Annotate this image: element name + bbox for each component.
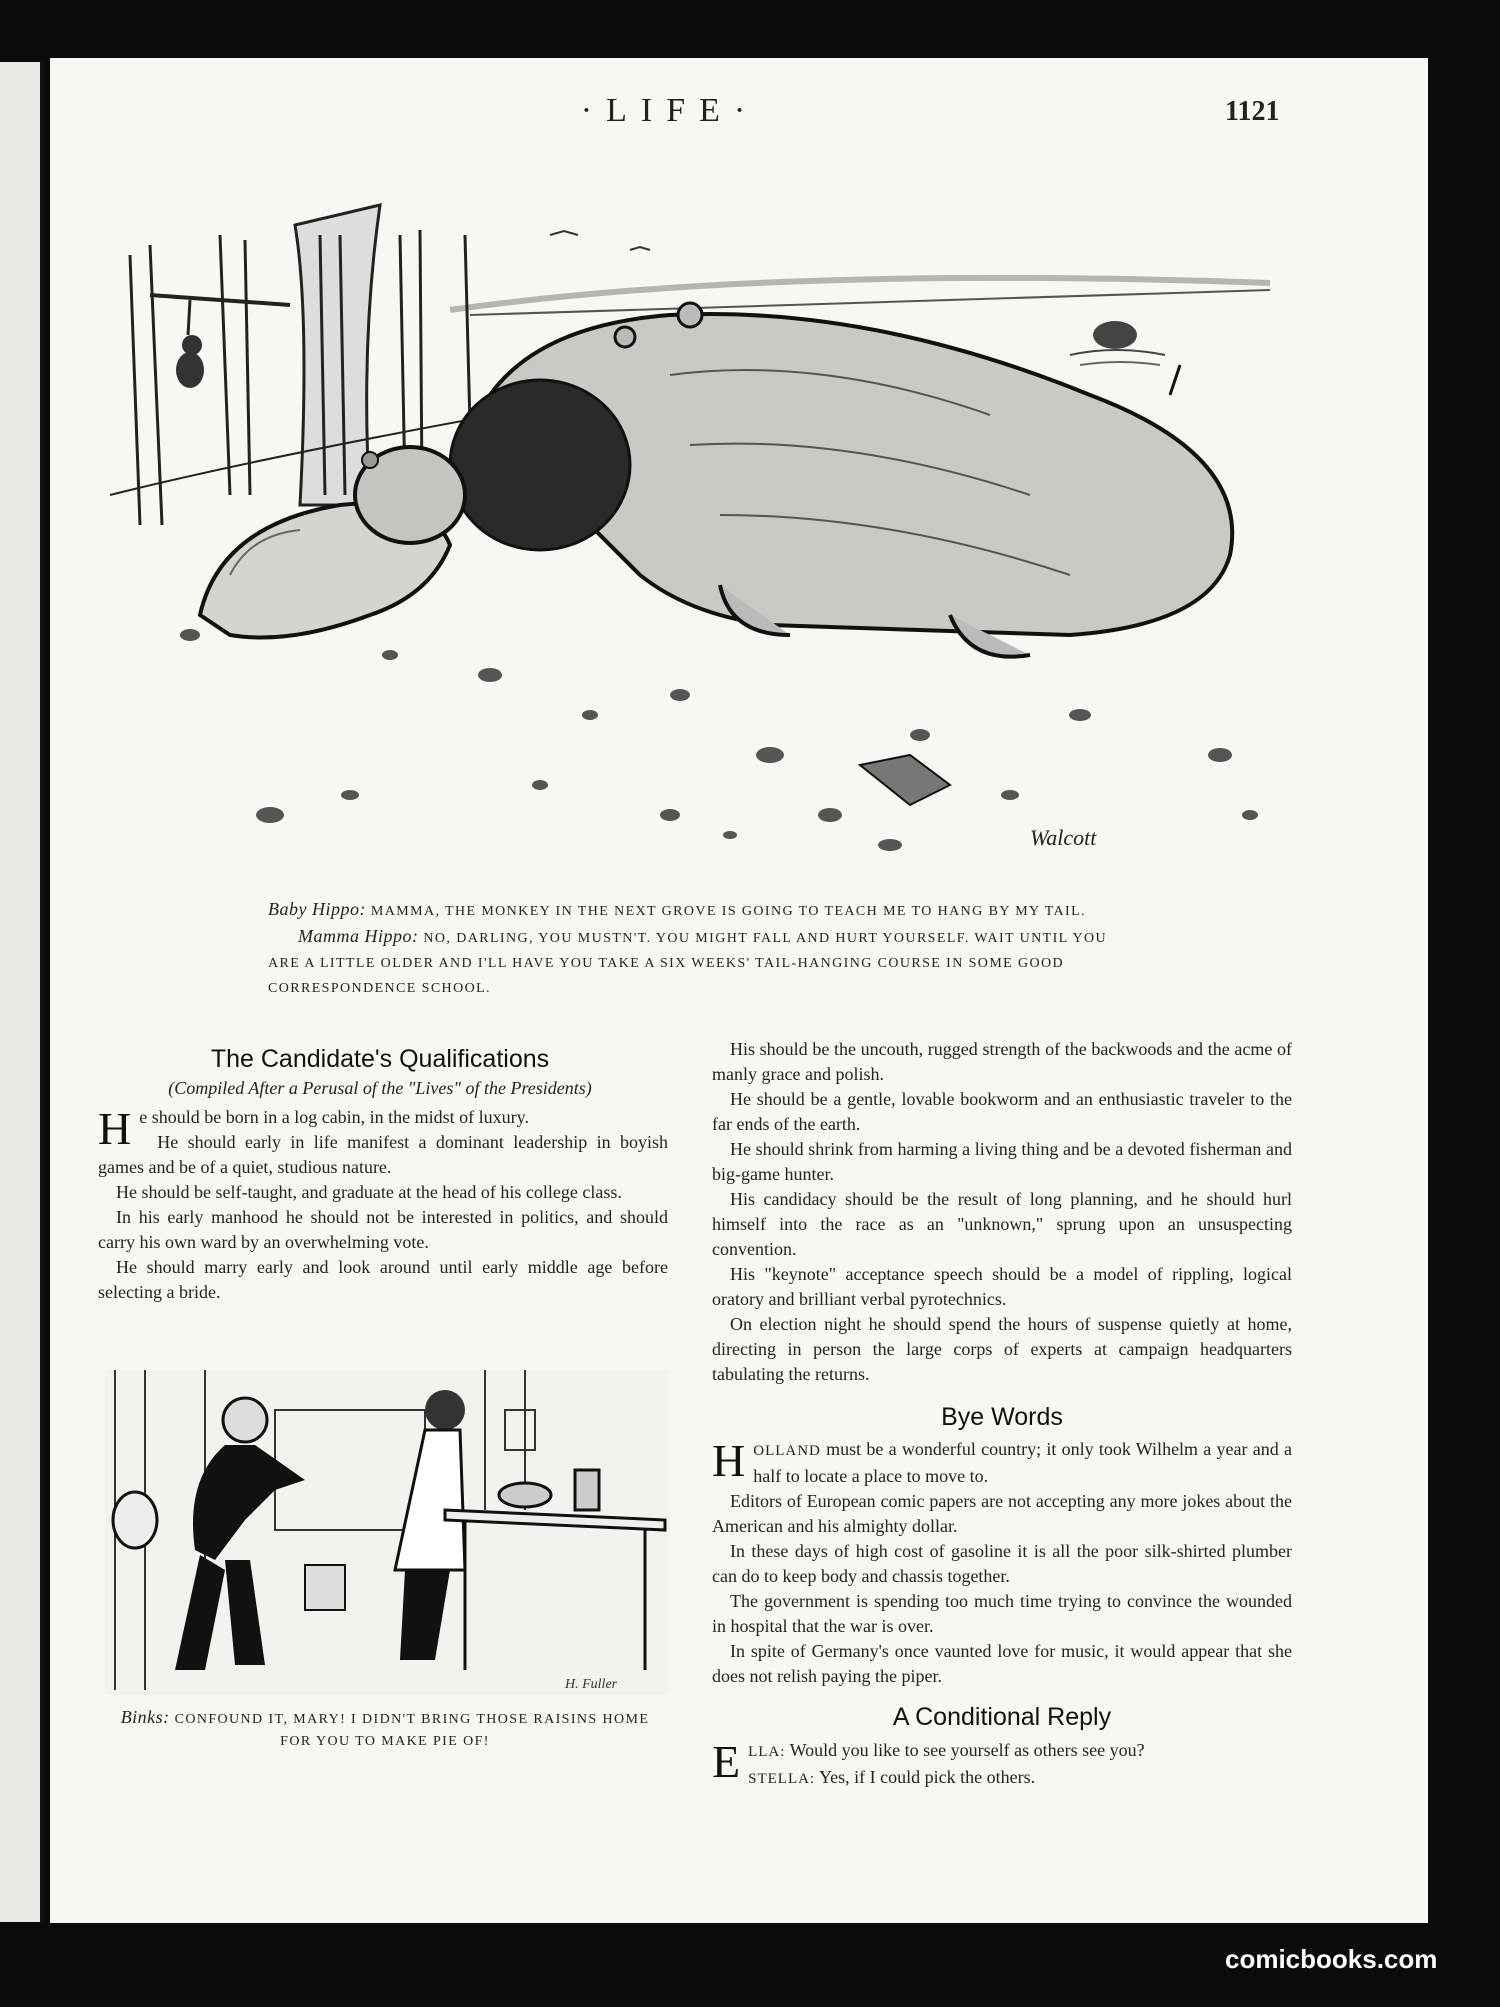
binks-speaker: Binks: xyxy=(120,1707,170,1727)
drop-cap: H xyxy=(712,1435,746,1486)
mamma-hippo xyxy=(450,303,1232,657)
candidate-paragraph: He should be a gentle, lovable bookworm and an enthusiastic traveler to the far ends of the earth. xyxy=(712,1089,1292,1134)
bye-words-paragraph: In these days of high cost of gasoline it is all the poor silk-shirted plumber can do to keep body and chassis together. xyxy=(712,1541,1292,1586)
candidate-paragraph: His should be the uncouth, rugged strength of the backwoods and the acme of manly grace and polish. xyxy=(712,1039,1292,1084)
candidate-column-left xyxy=(98,1105,668,1305)
page-number: 1121 xyxy=(1225,96,1280,127)
drop-cap: H xyxy=(98,1103,132,1154)
candidate-paragraph: He should shrink from harming a living thing and be a devoted fisherman and big-game hunter. xyxy=(712,1139,1292,1184)
binks-caption-text: CONFOUND IT, MARY! I DIDN'T BRING THOSE RAISINS HOME FOR YOU TO MAKE PIE OF! xyxy=(174,1712,650,1749)
monkey xyxy=(176,300,204,388)
conditional-reply-title: A Conditional Reply xyxy=(892,1703,1112,1731)
candidate-paragraph: His candidacy should be the result of long planning, and he should hurl himself into the race as an "unknown," sprung upon an unsuspecting convention. xyxy=(712,1189,1292,1259)
caption-line-baby: MAMMA, THE MONKEY IN THE NEXT GROVE IS GOING TO TEACH ME TO HANG BY MY TAIL. xyxy=(370,904,1086,919)
caption-line-mamma: NO, DARLING, YOU MUSTN'T. YOU MIGHT FALL AND HURT YOURSELF. WAIT UNTIL YOU ARE A LITTLE OLDER AND I'LL HAVE YOU TAKE A SIX WEEKS' TAIL-HANGING COURSE IN SOME GOOD CORRESPONDENCE SCHOOL. xyxy=(268,931,1107,996)
bowler-hat xyxy=(113,1492,157,1548)
hippo-artist-signature: Walcott xyxy=(1030,825,1097,850)
candidate-subtitle: (Compiled After a Perusal of the "Lives" of the Presidents) xyxy=(168,1078,592,1098)
speaker-stella: STELLA: xyxy=(748,1771,816,1787)
conditional-reply-column xyxy=(712,1738,1292,1792)
speaker-ella: LLA: xyxy=(748,1744,786,1760)
masthead: ·LIFE· xyxy=(580,92,760,129)
pebbles xyxy=(180,629,1258,851)
candidate-paragraph xyxy=(98,1103,668,1154)
bye-words-title: Bye Words xyxy=(941,1403,1063,1431)
bye-words-paragraph: The government is spending too much time trying to convince the wounded in hospital that the war is over. xyxy=(712,1591,1292,1636)
candidate-p1: e should be born in a log cabin, in the midst of luxury. xyxy=(139,1107,530,1127)
candidate-paragraph: His "keynote" acceptance speech should be a model of rippling, logical oratory and brilliant verbal pyrotechnics. xyxy=(712,1264,1292,1309)
binks-illustration xyxy=(105,1370,670,1695)
watermark: comicbooks.com xyxy=(1225,1944,1438,1974)
distant-hippo xyxy=(1070,321,1165,365)
ella-line: Would you like to see yourself as others see you? xyxy=(789,1740,1145,1760)
candidate-paragraph: On election night he should spend the hours of suspense quietly at home, directing in person the large corps of experts at campaign headquarters tabulating the returns. xyxy=(712,1314,1292,1384)
bucket xyxy=(305,1565,345,1610)
bird-1 xyxy=(550,231,578,235)
bye-words-column xyxy=(712,1437,1292,1689)
hippo-illustration xyxy=(70,195,1310,885)
bye-words-p1: must be a wonderful country; it only took Wilhelm a year and a half to locate a place to move to. xyxy=(753,1439,1292,1486)
bye-words-paragraph: Editors of European comic papers are not accepting any more jokes about the American and his almighty dollar. xyxy=(712,1491,1292,1536)
hippo-caption xyxy=(268,897,1118,1001)
bye-words-paragraph: In spite of Germany's once vaunted love for music, it would appear that she does not relish paying the piper. xyxy=(712,1641,1292,1686)
binks-caption xyxy=(105,1706,665,1753)
caption-speaker-mamma: Mamma Hippo: xyxy=(298,926,419,946)
bye-words-paragraph xyxy=(712,1437,1292,1489)
binks-artist-signature: H. Fuller xyxy=(565,1677,618,1692)
conditional-reply-paragraph xyxy=(712,1738,1292,1792)
candidate-column-right xyxy=(712,1037,1292,1387)
candidate-title: The Candidate's Qualifications xyxy=(210,1045,550,1073)
stella-line: Yes, if I could pick the others. xyxy=(818,1767,1036,1787)
bye-words-lead: OLLAND xyxy=(753,1443,821,1459)
candidate-paragraph: He should be self-taught, and graduate at the head of his college class. xyxy=(116,1182,622,1202)
candidate-paragraph: In his early manhood he should not be interested in politics, and should carry his own ward by an overwhelming vote. xyxy=(98,1207,668,1252)
caption-speaker-baby: Baby Hippo: xyxy=(268,899,366,919)
facing-page-edge xyxy=(0,62,43,1922)
candidate-paragraph: He should early in life manifest a dominant leadership in boyish games and be of a quiet, studious nature. xyxy=(98,1132,668,1177)
drop-cap: E xyxy=(712,1736,741,1787)
candidate-paragraph: He should marry early and look around until early middle age before selecting a bride. xyxy=(98,1257,668,1302)
bird-2 xyxy=(630,247,650,250)
